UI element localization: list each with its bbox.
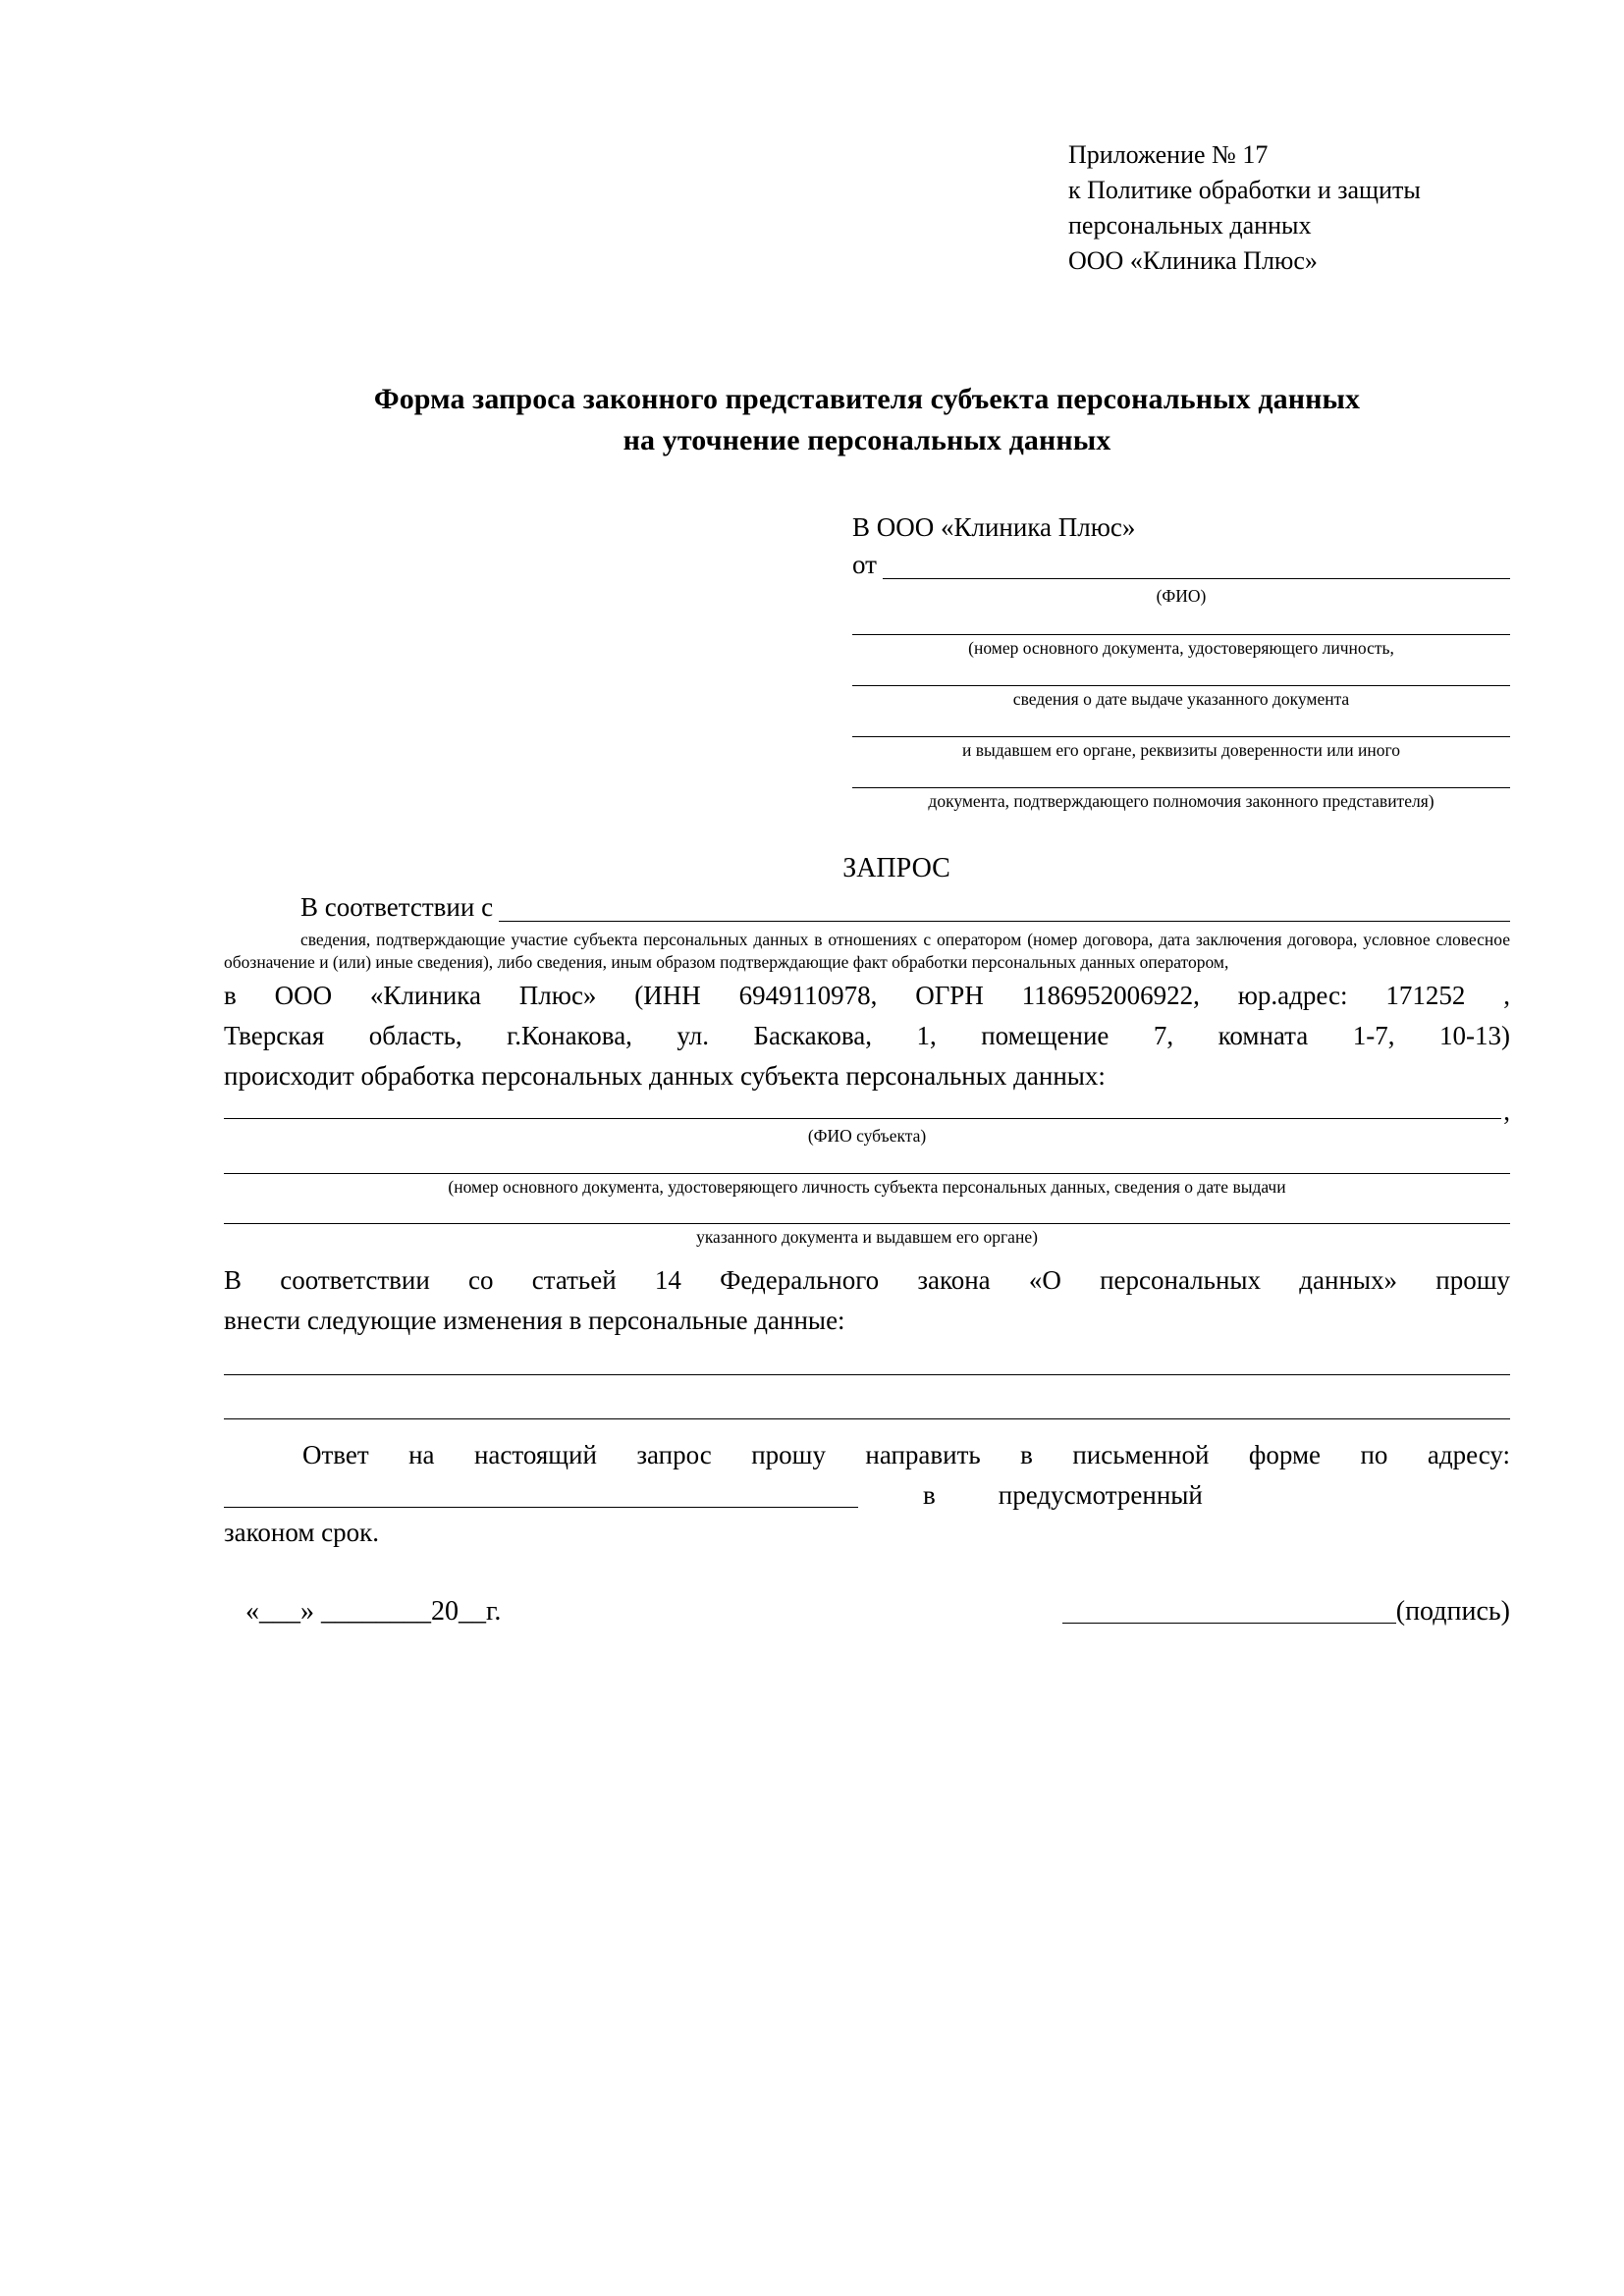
signature-row bbox=[224, 1594, 1510, 1630]
appendix-header bbox=[1068, 137, 1510, 279]
caption-doc-number: (номер основного документа, удостоверяющего личность, bbox=[968, 638, 1394, 659]
law-line2: внести следующие изменения в персональные данные: bbox=[224, 1305, 845, 1335]
caption-subject-doc-2: указанного документа и выдавшем его органе) bbox=[696, 1227, 1038, 1248]
page-title-line1: Форма запроса законного представителя субъекта персональных данных bbox=[373, 382, 1361, 415]
changes-input-line-1[interactable] bbox=[224, 1374, 1510, 1375]
caption-doc-power: документа, подтверждающего полномочия законного представителя) bbox=[928, 790, 1435, 811]
subject-fio-row: , bbox=[224, 1101, 1510, 1123]
law-line1: В соответствии со статьей 14 Федерального закона «О персональных данных» прошу bbox=[224, 1265, 1510, 1296]
caption-doc-organ: и выдавшем его органе, реквизиты доверенности или иного bbox=[961, 739, 1401, 760]
changes-input-line-2[interactable] bbox=[224, 1418, 1510, 1419]
answer-block bbox=[224, 1437, 1510, 1551]
operator-line3: происходит обработка персональных данных субъекта персональных данных: bbox=[224, 1060, 1106, 1091]
document-content bbox=[224, 137, 1510, 1629]
caption-doc-date: сведения о дате выдаче указанного документа bbox=[1012, 689, 1350, 710]
subject-doc-input-line-2[interactable] bbox=[224, 1223, 1510, 1224]
in-accordance-label: В соответствии с bbox=[300, 892, 494, 923]
request-heading: ЗАПРОС bbox=[842, 853, 950, 884]
addressee-from-label: от bbox=[852, 550, 877, 580]
signature-label: (подпись) bbox=[1395, 1595, 1510, 1627]
request-body bbox=[224, 890, 1510, 1629]
answer-line1: Ответ на настоящий запрос прошу направить в письменной форме по адресу: bbox=[302, 1439, 1510, 1469]
signature-date[interactable]: «___» ________20__г. bbox=[245, 1595, 502, 1627]
appendix-policy-line1: к Политике обработки и защиты bbox=[1068, 175, 1421, 204]
caption-subject-fio: (ФИО субъекта) bbox=[807, 1125, 927, 1146]
addressee-block bbox=[852, 509, 1510, 813]
answer-word-predusmotrennyj: предусмотренный bbox=[998, 1480, 1203, 1511]
doc-date-input-line[interactable] bbox=[852, 685, 1510, 686]
subject-fio-input-line[interactable] bbox=[224, 1118, 1501, 1119]
signature-input-line[interactable] bbox=[1062, 1623, 1396, 1624]
doc-organ-input-line[interactable] bbox=[852, 736, 1510, 737]
caption-subject-doc: (номер основного документа, удостоверяющего личность субъекта персональных данных, сведения о дате выдачи bbox=[448, 1176, 1286, 1197]
answer-address-input-line[interactable] bbox=[224, 1507, 858, 1508]
answer-tail: законом срок. bbox=[224, 1517, 380, 1547]
page-title bbox=[224, 379, 1510, 462]
operator-line2: Тверская область, г.Конакова, ул. Баскакова, 1, помещение 7, комната 1-7, 10-13) bbox=[224, 1020, 1510, 1050]
appendix-policy-line2: персональных данных bbox=[1068, 210, 1312, 240]
doc-number-input-line[interactable] bbox=[852, 634, 1510, 635]
in-accordance-input-line[interactable] bbox=[499, 921, 1510, 922]
request-note bbox=[224, 929, 1510, 974]
operator-line1: в ООО «Клиника Плюс» (ИНН 6949110978, ОГРН 1186952006922, юр.адрес: 171252 , bbox=[224, 981, 1510, 1011]
in-accordance-row bbox=[224, 890, 1510, 926]
addressee-to: В ООО «Клиника Плюс» bbox=[852, 511, 1136, 542]
request-note-text: сведения, подтверждающие участие субъекта персональных данных в отношениях с оператором (номер договора, дата заключения договора, условное словесное обозначение и (или) иные сведения), либо сведения, иным образом подтверждающие факт обработки персональных данных оператором, bbox=[224, 929, 1510, 973]
page-title-line2: на уточнение персональных данных bbox=[623, 424, 1111, 457]
answer-address-row bbox=[224, 1478, 1510, 1514]
appendix-organization: ООО «Клиника Плюс» bbox=[1068, 245, 1318, 275]
doc-power-input-line[interactable] bbox=[852, 787, 1510, 788]
answer-word-v: в bbox=[923, 1480, 936, 1511]
appendix-number: Приложение № 17 bbox=[1068, 140, 1269, 169]
subject-doc-input-line[interactable] bbox=[224, 1173, 1510, 1174]
caption-fio: (ФИО) bbox=[1156, 585, 1207, 606]
fio-input-line[interactable] bbox=[883, 578, 1510, 579]
addressee-from-row bbox=[852, 547, 1510, 582]
